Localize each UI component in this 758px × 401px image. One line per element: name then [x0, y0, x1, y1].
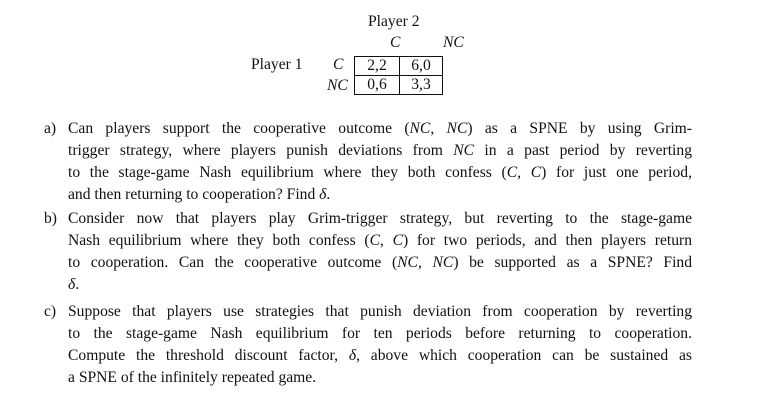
question-line: Compute the threshold discount factor, δ, above which cooperation can be sustained as [68, 347, 692, 364]
question-label: c) [44, 303, 57, 320]
question-line: Can players support the cooperative outcome (NC, NC) as a SPNE by using Grim- [68, 120, 692, 137]
row-header-c: C [333, 56, 344, 73]
payoff-cell: 0,6 [355, 76, 400, 95]
question-text [68, 118, 692, 206]
question-line: to cooperation. Can the cooperative outcome (NC, NC) be supported as a SPNE? Find [68, 254, 693, 271]
question-label: b) [44, 210, 57, 227]
col-header-nc: NC [443, 34, 464, 51]
question-line: trigger strategy, where players punish deviations from NC in a past period by reverting [68, 142, 692, 159]
payoff-cell: 6,0 [400, 57, 443, 76]
question-line: to the stage-game Nash equilibrium where they both confess (C, C) for just one period, [68, 164, 692, 181]
question-line: and then returning to cooperation? Find δ. [68, 186, 331, 203]
question-text [68, 208, 692, 296]
question-line: a SPNE of the infinitely repeated game. [68, 369, 317, 386]
payoff-row-nc [355, 76, 443, 95]
question-line: to the stage-game Nash equilibrium for ten periods before returning to cooperation. [68, 325, 692, 342]
question-line: Nash equilibrium where they both confess (C, C) for two periods, and then players return [68, 232, 693, 249]
payoff-cell: 2,2 [355, 57, 400, 76]
payoff-matrix [354, 56, 443, 95]
col-header-c: C [390, 34, 401, 51]
player1-label: Player 1 [251, 56, 303, 73]
payoff-cell: 3,3 [400, 76, 443, 95]
payoff-row-c [355, 57, 443, 76]
question-line: Consider now that players play Grim-trigger strategy, but reverting to the stage-game [68, 210, 692, 227]
question-label: a) [44, 120, 57, 137]
question-line: δ. [68, 276, 80, 293]
player2-label: Player 2 [368, 13, 420, 30]
question-text [68, 301, 692, 389]
row-header-nc: NC [327, 77, 348, 94]
question-line: Suppose that players use strategies that punish deviation from cooperation by reverting [68, 303, 692, 320]
